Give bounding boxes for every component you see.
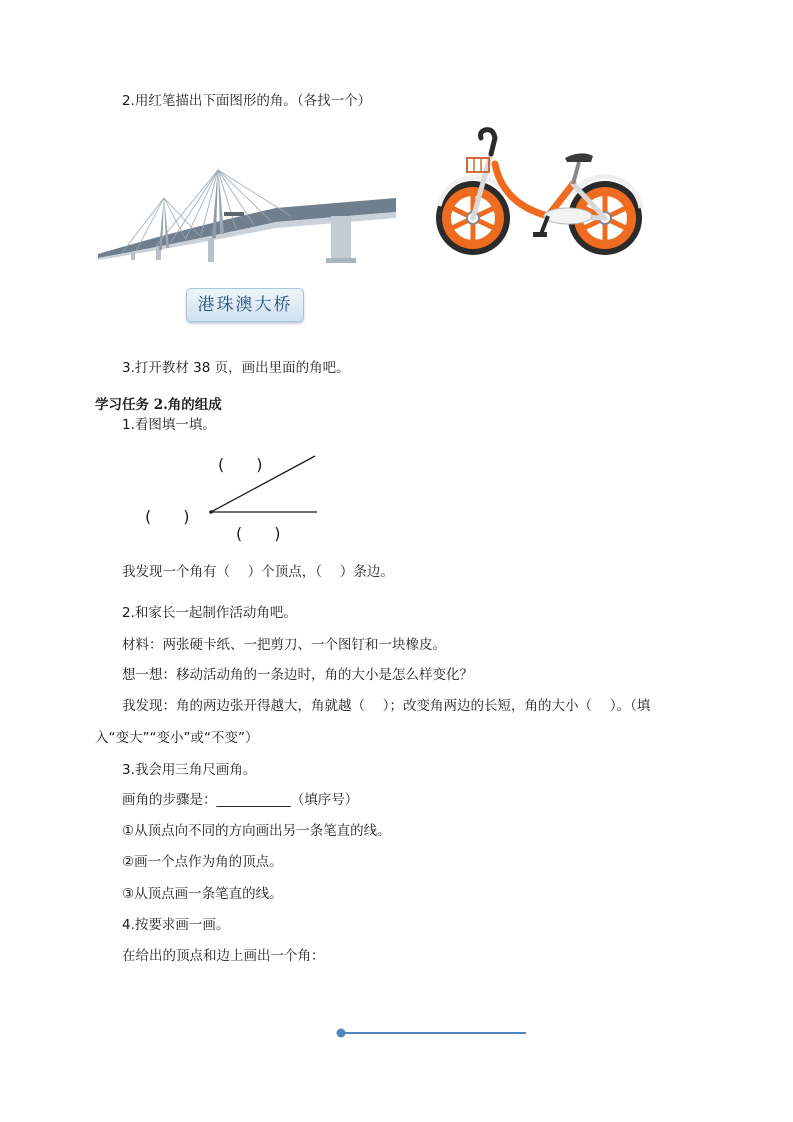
question-4-draw: 4.按要求画一画。 <box>122 917 230 933</box>
think-text: 想一想：移动活动角的一条边时，角的大小是怎么样变化？ <box>122 667 473 683</box>
steps-prompt: 画角的步骤是：___________（填序号） <box>122 792 359 808</box>
step-3: ③从顶点画一条笔直的线。 <box>122 886 283 902</box>
bridge-name-label: 港珠澳大桥 <box>186 288 304 322</box>
given-vertex-and-side <box>334 1026 529 1040</box>
materials-text: 材料：两张硬卡纸、一把剪刀、一个图钉和一块橡皮。 <box>122 637 446 653</box>
question-3-textbook: 3.打开教材 38 页，画出里面的角吧。 <box>122 360 350 376</box>
question-1-look-fill: 1.看图填一填。 <box>122 417 216 433</box>
question-4-instruction: 在给出的顶点和边上画出一个角： <box>122 948 325 964</box>
step-2: ②画一个点作为角的顶点。 <box>122 854 283 870</box>
question-2-make-angle: 2.和家长一起制作活动角吧。 <box>122 605 297 621</box>
bicycle-illustration-icon <box>433 124 648 259</box>
question-3-triangle-ruler: 3.我会用三角尺画角。 <box>122 762 257 778</box>
question-2-trace-angles: 2.用红笔描出下面图形的角。（各找一个） <box>122 93 372 109</box>
discovery-size-line2: 入“变大”“变小”或“不变”） <box>95 730 259 746</box>
angle-vertex <box>209 510 213 514</box>
blank-upper-side[interactable]: ( ) <box>218 455 263 474</box>
discovery-vertex-sides: 我发现一个角有（ ）个顶点，（ ）条边。 <box>122 564 394 580</box>
blank-vertex[interactable]: ( ) <box>145 507 190 526</box>
bridge-illustration-icon <box>96 158 396 298</box>
given-vertex <box>337 1029 346 1038</box>
discovery-size-line1: 我发现：角的两边张开得越大，角就越（ ）；改变角两边的长短，角的大小（ ）。（填 <box>122 698 651 714</box>
blank-lower-side[interactable]: ( ) <box>236 524 281 543</box>
section-heading: 学习任务 2.角的组成 <box>95 397 222 413</box>
step-1: ①从顶点向不同的方向画出另一条笔直的线。 <box>122 823 391 839</box>
